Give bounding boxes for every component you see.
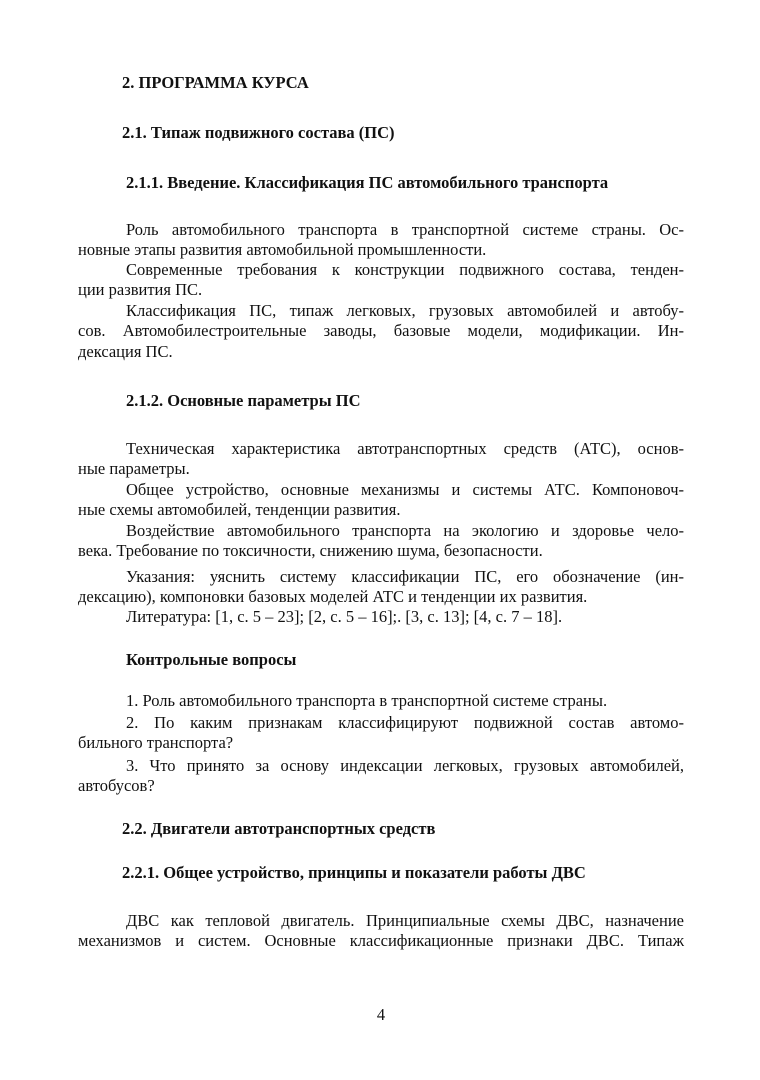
paragraph-line: механизмов и систем. Основные классификационные признаки ДВС. Типаж xyxy=(78,931,684,950)
paragraph-line: Общее устройство, основные механизмы и системы АТС. Компоновоч- xyxy=(126,480,684,499)
question-item: 2. По каким признакам классифицируют подвижной состав автомо- xyxy=(126,713,684,732)
paragraph-line: дексация ПС. xyxy=(78,342,173,361)
question-item: бильного транспорта? xyxy=(78,733,234,752)
question-item: 1. Роль автомобильного транспорта в транспортной системе страны. xyxy=(126,691,608,710)
paragraph-line: Классификация ПС, типаж легковых, грузовых автомобилей и автобу- xyxy=(126,301,684,320)
paragraph-line: ДВС как тепловой двигатель. Принципиальные схемы ДВС, назначение xyxy=(126,911,684,930)
question-item: 3. Что принято за основу индексации легковых, грузовых автомобилей, xyxy=(126,756,684,775)
paragraph-line: Воздействие автомобильного транспорта на экологию и здоровье чело- xyxy=(126,521,684,540)
literature-line: Литература: [1, с. 5 – 23]; [2, с. 5 – 16];. [3, с. 13]; [4, с. 7 – 18]. xyxy=(126,607,563,626)
paragraph-line: Современные требования к конструкции подвижного состава, тенден- xyxy=(126,260,684,279)
paragraph-line: дексацию), компоновки базовых моделей АТС и тенденции их развития. xyxy=(78,587,588,606)
paragraph-line: Техническая характеристика автотранспортных средств (АТС), основ- xyxy=(126,439,684,458)
document-page xyxy=(78,0,684,1080)
paragraph-line: Роль автомобильного транспорта в транспортной системе страны. Ос- xyxy=(126,220,684,239)
page-number: 4 xyxy=(376,1005,386,1024)
heading-section-2-1: 2.1. Типаж подвижного состава (ПС) xyxy=(122,123,395,142)
heading-section-2-1-2: 2.1.2. Основные параметры ПС xyxy=(126,391,361,410)
paragraph-line: века. Требование по токсичности, снижению шума, безопасности. xyxy=(78,541,543,560)
paragraph-line: сов. Автомобилестроительные заводы, базовые модели, модификации. Ин- xyxy=(78,321,684,340)
heading-section-2-1-1: 2.1.1. Введение. Классификация ПС автомобильного транспорта xyxy=(126,173,609,192)
question-item: автобусов? xyxy=(78,776,155,795)
paragraph-line: Указания: уяснить систему классификации ПС, его обозначение (ин- xyxy=(126,567,684,586)
paragraph-line: ные схемы автомобилей, тенденции развития. xyxy=(78,500,401,519)
paragraph-line: новные этапы развития автомобильной промышленности. xyxy=(78,240,487,259)
paragraph-line: ные параметры. xyxy=(78,459,190,478)
heading-control-questions: Контрольные вопросы xyxy=(126,650,297,669)
paragraph-line: ции развития ПС. xyxy=(78,280,203,299)
heading-section-2-2: 2.2. Двигатели автотранспортных средств xyxy=(122,819,436,838)
heading-course-program: 2. ПРОГРАММА КУРСА xyxy=(122,73,309,92)
heading-section-2-2-1: 2.2.1. Общее устройство, принципы и показатели работы ДВС xyxy=(122,863,586,882)
